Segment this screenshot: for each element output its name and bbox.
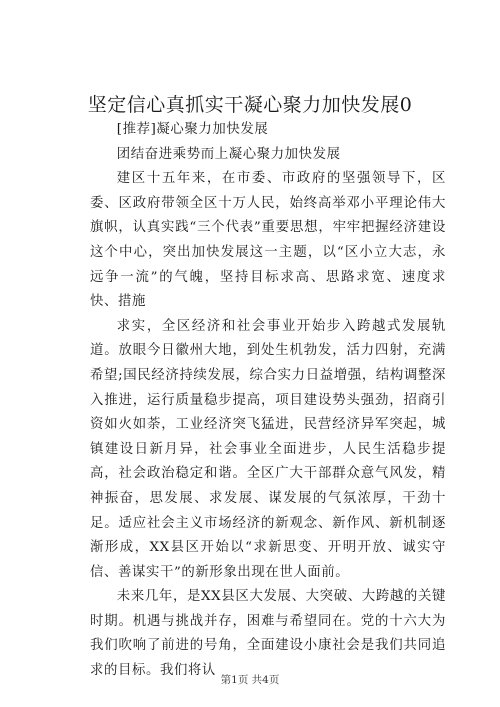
paragraph-body-3: 未来几年，是XX县区大发展、大突破、大跨越的关键时期。机遇与挑战并存，困难与希望同在。党的十六大为我们吹响了前进的号角，全面建设小康社会是我们共同追求的目标。我们将认 [90, 589, 446, 679]
document-title: 坚定信心真抓实干凝心聚力加快发展0 [87, 94, 413, 116]
page-number-footer: 第1页 共4页 [220, 674, 280, 686]
paragraph-subtitle: 团结奋进乘势而上凝心聚力加快发展 [116, 146, 341, 162]
paragraph-recommend-heading: [推荐]凝心聚力加快发展 [116, 122, 269, 137]
paragraph-body-1: 建区十五年来，在市委、市政府的坚强领导下，区委、区政府带领全区十万人民，始终高举邓小平理论伟大旗帜，认真实践“三个代表”重要思想，牢牢把握经济建设这个中心，突出加快发展这一主题，以“区小立大志，永远争一流”的气魄，坚持目标求高、思路求宽、速度求快、措施 [90, 171, 446, 310]
paragraph-body-2: 求实，全区经济和社会事业开始步入跨越式发展轨道。放眼今日徽州大地，到处生机勃发，活力四射，充满希望;国民经济持续发展，综合实力日益增强，结构调整深入推进，运行质量稳步提高，项目建设势头强劲，招商引资如火如荼，工业经济突飞猛进，民营经济异军突起，城镇建设日新月异，社会事业全面进步，人民生活稳步提高，社会政治稳定和谐。全区广大干部群众意气风发，精神振奋，思发展、求发展、谋发展的气氛浓厚，干劲十足。适应社会主义市场经济的新观念、新作风、新机制逐渐形成，XX县区开始以“求新思变、开明开放、诚实守信、善谋实干”的新形象出现在世人面前。 [90, 318, 446, 580]
document-body [90, 118, 446, 684]
